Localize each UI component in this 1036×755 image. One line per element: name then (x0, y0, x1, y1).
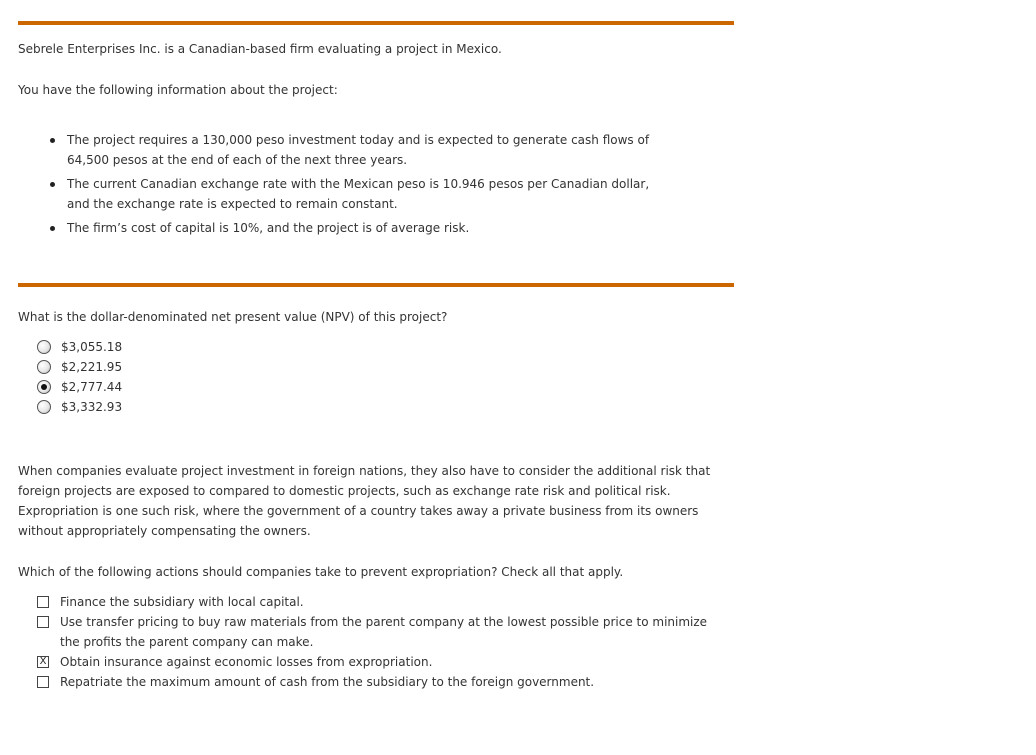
option-label: Use transfer pricing to buy raw materials from the parent company at the lowest possible price to minimize the profits the parent company can make. (60, 615, 708, 649)
list-item: The project requires a 130,000 peso investment today and is expected to generate cash flows of 64,500 pesos at the end of each of the next three years. (48, 130, 658, 170)
option-label: $3,055.18 (61, 340, 123, 354)
bullet-icon (50, 182, 55, 187)
action-option-3[interactable] (37, 652, 432, 672)
bullet-icon (50, 138, 55, 143)
radio-button[interactable] (37, 340, 51, 354)
option-label: Obtain insurance against economic losses from expropriation. (60, 655, 433, 669)
radio-button[interactable] (37, 400, 51, 414)
npv-option-3[interactable] (37, 377, 122, 397)
info-heading: You have the following information about the project: (18, 83, 338, 97)
action-option-4[interactable] (37, 672, 594, 692)
option-label: Finance the subsidiary with local capital. (60, 595, 304, 609)
npv-option-2[interactable] (37, 357, 122, 377)
npv-option-4[interactable] (37, 397, 122, 417)
top-divider (18, 21, 734, 25)
expropriation-question: Which of the following actions should companies take to prevent expropriation? Check all that apply. (18, 565, 624, 579)
option-label: $2,221.95 (61, 360, 123, 374)
checkbox[interactable] (37, 616, 49, 628)
checkbox[interactable] (37, 596, 49, 608)
npv-question: What is the dollar-denominated net present value (NPV) of this project? (18, 310, 448, 324)
checkbox[interactable] (37, 676, 49, 688)
expropriation-context: When companies evaluate project investment in foreign nations, they also have to consider the additional risk that foreign projects are exposed to compared to domestic projects, such as exchange rate risk and political risk. Expropriation is one such risk, where the government of a country takes away a private business from its owners without appropriately compensating the owners. (18, 464, 711, 538)
list-item: The current Canadian exchange rate with the Mexican peso is 10.946 pesos per Canadian dollar, and the exchange rate is expected to remain constant. (48, 174, 658, 214)
middle-divider (18, 283, 734, 287)
option-label: $3,332.93 (61, 400, 123, 414)
radio-button[interactable] (37, 360, 51, 374)
action-option-1[interactable] (37, 592, 304, 612)
npv-option-1[interactable] (37, 337, 122, 357)
option-label: Repatriate the maximum amount of cash from the subsidiary to the foreign government. (60, 675, 595, 689)
list-item: The firm’s cost of capital is 10%, and the project is of average risk. (48, 218, 658, 238)
option-label: $2,777.44 (61, 380, 123, 394)
project-info-list (48, 130, 658, 242)
bullet-icon (50, 226, 55, 231)
checkbox-checked[interactable]: X (37, 656, 49, 668)
intro-text: Sebrele Enterprises Inc. is a Canadian-based firm evaluating a project in Mexico. (18, 42, 502, 56)
action-option-2[interactable] (37, 612, 727, 652)
radio-button-selected[interactable] (37, 380, 51, 394)
